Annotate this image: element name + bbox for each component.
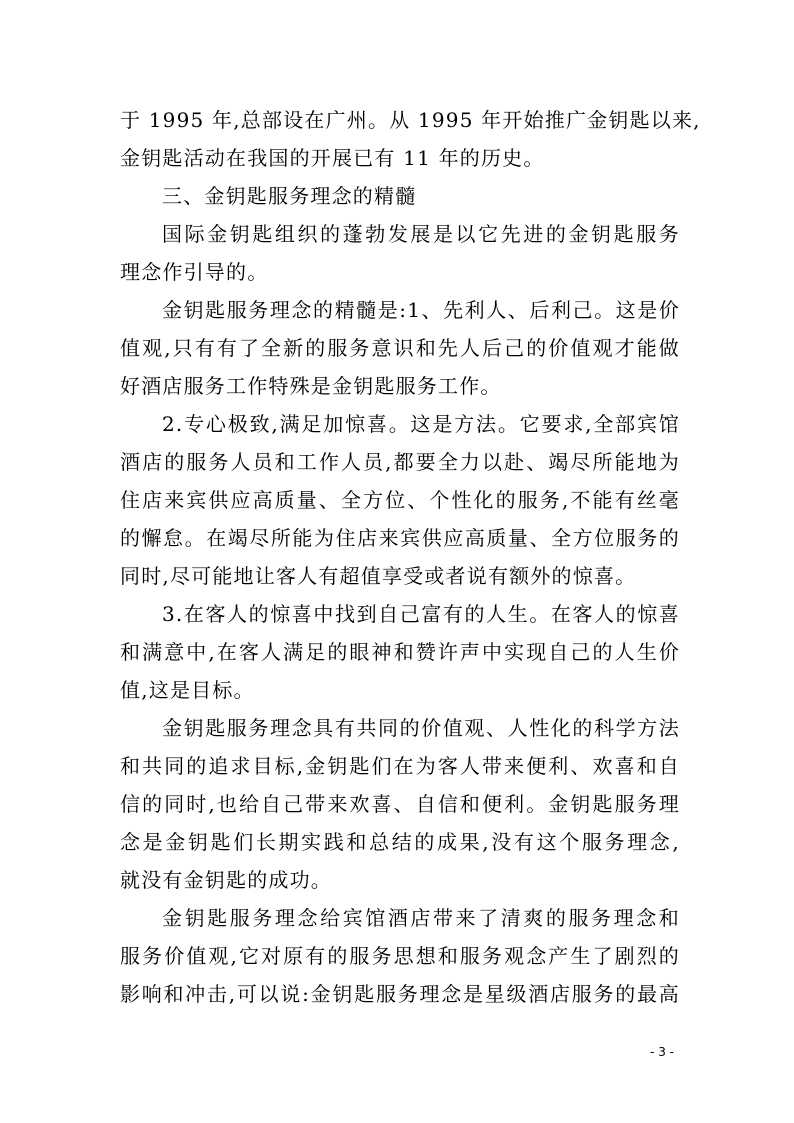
text-line: 好酒店服务工作特殊是金钥匙服务工作。	[120, 374, 502, 398]
text-line: 同时,尽可能地让客人有超值享受或者说有额外的惊喜。	[120, 564, 637, 588]
text-line: 理念作引导的。	[120, 260, 269, 284]
text-line: 和满意中,在客人满足的眼神和赞许声中实现自己的人生价	[120, 640, 680, 664]
text-line: 住店来宾供应高质量、全方位、个性化的服务,不能有丝毫	[120, 488, 680, 512]
text-line: 于 1995 年,总部设在广州。从 1995 年开始推广金钥匙以来,	[120, 108, 701, 132]
text-line: 金钥匙服务理念的精髓是:1、先利人、后利己。这是价	[162, 298, 680, 322]
text-line: 3.在客人的惊喜中找到自己富有的人生。在客人的惊喜	[162, 602, 680, 626]
text-line: 影响和冲击,可以说:金钥匙服务理念是星级酒店服务的最高	[120, 982, 680, 1006]
text-line: 2.专心极致,满足加惊喜。这是方法。它要求,全部宾馆	[162, 412, 680, 436]
text-line: 金钥匙服务理念具有共同的价值观、人性化的科学方法	[162, 716, 680, 740]
text-line: 金钥匙服务理念给宾馆酒店带来了清爽的服务理念和	[162, 906, 680, 930]
text-line: 的懈怠。在竭尽所能为住店来宾供应高质量、全方位服务的	[120, 526, 680, 550]
page-number: - 3 -	[650, 1045, 674, 1059]
text-line: 酒店的服务人员和工作人员,都要全力以赴、竭尽所能地为	[120, 450, 680, 474]
text-line: 念是金钥匙们长期实践和总结的成果,没有这个服务理念,	[120, 830, 680, 854]
text-line: 值观,只有有了全新的服务意识和先人后己的价值观才能做	[120, 336, 680, 360]
text-line: 就没有金钥匙的成功。	[120, 868, 332, 892]
text-line: 信的同时,也给自己带来欢喜、自信和便利。金钥匙服务理	[120, 792, 680, 816]
text-line: 国际金钥匙组织的蓬勃发展是以它先进的金钥匙服务	[162, 222, 680, 246]
text-line: 服务价值观,它对原有的服务思想和服务观念产生了剧烈的	[120, 944, 680, 968]
text-line: 和共同的追求目标,金钥匙们在为客人带来便利、欢喜和自	[120, 754, 680, 778]
text-line: 金钥匙活动在我国的开展已有 11 年的历史。	[120, 146, 545, 170]
text-line: 值,这是目标。	[120, 678, 255, 702]
section-heading: 三、金钥匙服务理念的精髓	[162, 184, 417, 208]
